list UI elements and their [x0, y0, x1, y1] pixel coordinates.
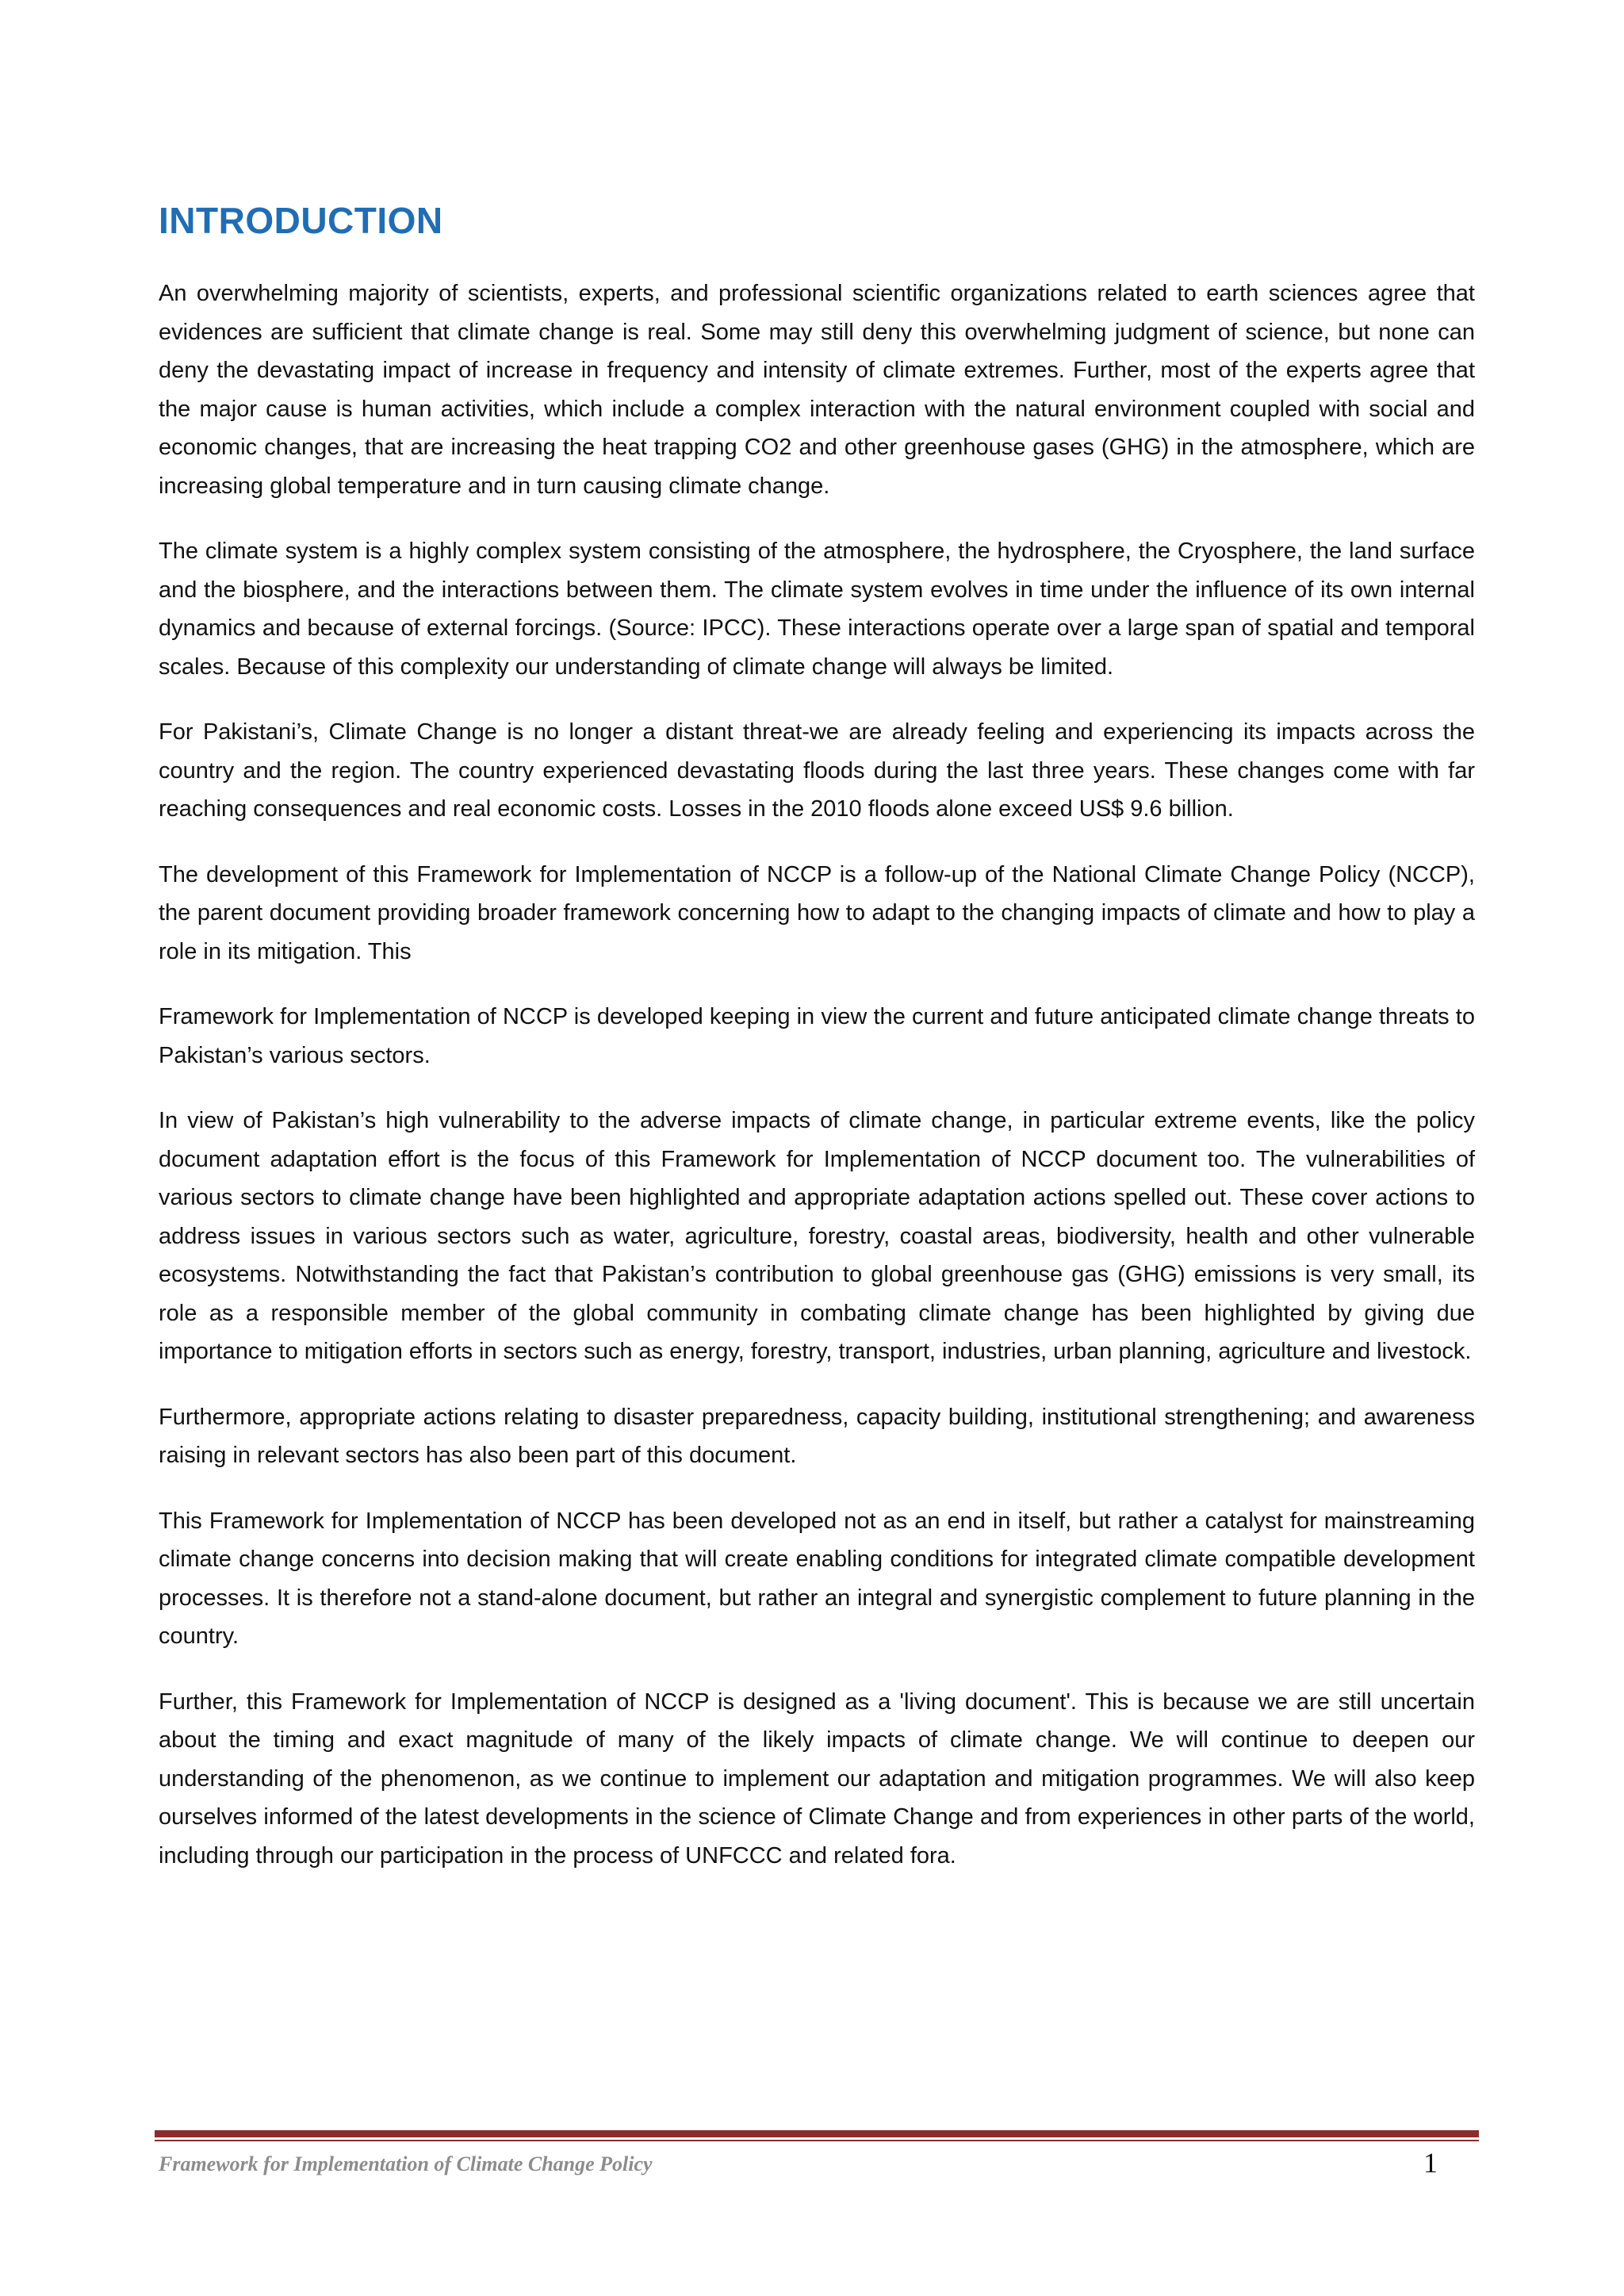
page-content	[159, 198, 1475, 1902]
paragraph-9: Further, this Framework for Implementation of NCCP is designed as a 'living document'. This is because we are still uncertain about the timing and exact magnitude of many of the likely impacts of climate change. We will continue to deepen our understanding of the phenomenon, as we continue to implement our adaptation and mitigation programmes. We will also keep ourselves informed of the latest developments in the science of Climate Change and from experiences in other parts of the world, including through our participation in the process of UNFCCC and related fora.	[159, 1688, 1475, 1869]
footer-divider-thin	[155, 2140, 1479, 2141]
paragraph-5: Framework for Implementation of NCCP is developed keeping in view the current and future anticipated climate change threats to Pakistan’s various sectors.	[159, 1004, 1475, 1068]
paragraph-8: This Framework for Implementation of NCCP has been developed not as an end in itself, but rather a catalyst for mainstreaming climate change concerns into decision making that will create enabling conditions for integrated climate compatible development processes. It is therefore not a stand-alone document, but rather an integral and synergistic complement to future planning in the country.	[159, 1508, 1475, 1649]
paragraph-7: Furthermore, appropriate actions relating to disaster preparedness, capacity building, institutional strengthening; and awareness raising in relevant sectors has also been part of this document.	[159, 1404, 1475, 1468]
paragraph-3: For Pakistani’s, Climate Change is no longer a distant threat-we are already feeling and experiencing its impacts across the country and the region. The country experienced devastating floods during the last three years. These changes come with far reaching consequences and real economic costs. Losses in the 2010 floods alone exceed US$ 9.6 billion.	[159, 719, 1475, 822]
paragraph-1: An overwhelming majority of scientists, experts, and professional scientific organizations related to earth sciences agree that evidences are sufficient that climate change is real. Some may still deny this overwhelming judgment of science, but none can deny the devastating impact of increase in frequency and intensity of climate extremes. Further, most of the experts agree that the major cause is human activities, which include a complex interaction with the natural environment coupled with social and economic changes, that are increasing the heat trapping CO2 and other greenhouse gases (GHG) in the atmosphere, which are increasing global temperature and in turn causing climate change.	[159, 281, 1475, 499]
paragraph-4: The development of this Framework for Implementation of NCCP is a follow-up of the National Climate Change Policy (NCCP), the parent document providing broader framework concerning how to adapt to the changing impacts of climate and how to play a role in its mitigation. This	[159, 861, 1475, 964]
section-heading: INTRODUCTION	[159, 200, 443, 241]
page-number: 1	[1423, 2147, 1438, 2179]
paragraph-6: In view of Pakistan’s high vulnerability to the adverse impacts of climate change, in particular extreme events, like the policy document adaptation effort is the focus of this Framework for Implementation of NCCP document too. The vulnerabilities of various sectors to climate change have been highlighted and appropriate adaptation actions spelled out. These cover actions to address issues in various sectors such as water, agriculture, forestry, coastal areas, biodiversity, health and other vulnerable ecosystems. Notwithstanding the fact that Pakistan’s contribution to global greenhouse gas (GHG) emissions is very small, its role as a responsible member of the global community in combating climate change has been highlighted by giving due importance to mitigation efforts in sectors such as energy, forestry, transport, industries, urban planning, agriculture and livestock.	[159, 1108, 1475, 1364]
footer-title: Framework for Implementation of Climate Change Policy	[159, 2152, 653, 2175]
paragraph-2: The climate system is a highly complex system consisting of the atmosphere, the hydrosphere, the Cryosphere, the land surface and the biosphere, and the interactions between them. The climate system evolves in time under the influence of its own internal dynamics and because of external forcings. (Source: IPCC). These interactions operate over a large span of spatial and temporal scales. Because of this complexity our understanding of climate change will always be limited.	[159, 539, 1475, 680]
footer-divider-thick	[155, 2130, 1479, 2139]
